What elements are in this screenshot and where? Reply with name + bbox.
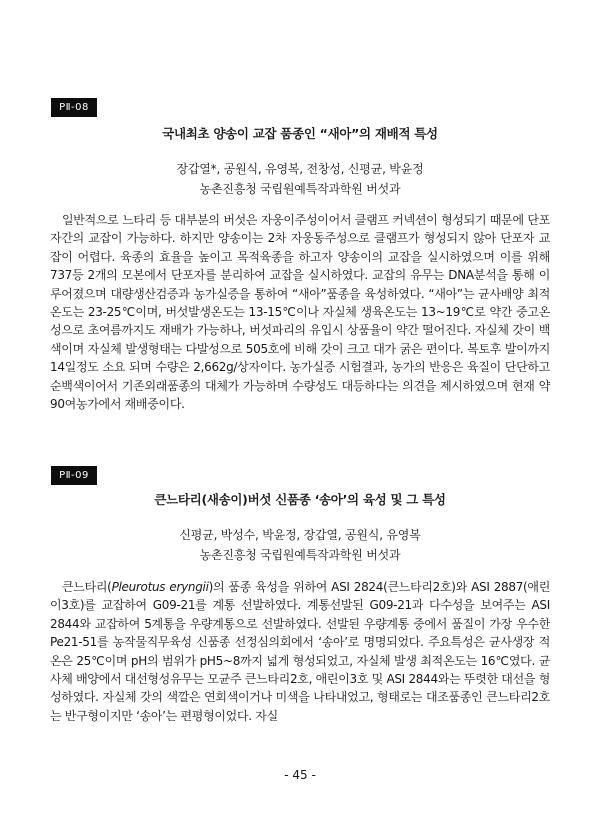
section-badge-2: PⅡ-09 [51,466,97,485]
paper-title-2: 큰느타리(새송이)버섯 신품종 ‘송아’의 육성 및 그 특성 [154,492,446,507]
page-number: - 45 - [284,768,316,782]
authors-2: 신평균, 박성수, 박윤정, 장갑열, 공원식, 유영복 [179,528,421,542]
abstract-text-2-post: )의 품종 육성을 위하여 ASI 2824(큰느타리2호)와 ASI 2887(애린이3호)를 교잡하여 G09-21를 계통 선발하였다. 계통선발된 G09-21과 다수성을 보여주는 ASI 2844와 교잡하여 5계통을 우량계통으로 선발하였다. 선발된 우량계통 중에서 품질이 가장 우수한 Pe21-51를 농작물직무육성 신품종 선정심의회에서 ‘송아’로 명명되었다. 주요특성은 균사생장 적온은 25℃이며 pH의 범위가 pH5~8까지 넓게 형성되었고, 자실체 발생 최적온도는 16℃였다. 균사체 배양에서 대선형성유무는 모균주 큰느타리2호, 애린이3호 및 ASI 2844와는 뚜렷한 대선을 형성하였다. 자실체 갓의 색깔은 연회색이거나 미색을 나타내었고, 형태로는 대조품종인 큰느타리2호는 반구형이지만 ‘송아’는 편평형이었다. 자실 [50,580,550,723]
affiliation-2: 농촌진흥청 국립원예특작과학원 버섯과 [199,548,401,562]
paper-title-1: 국내최초 양송이 교잡 품종인 “새아”의 재배적 특성 [162,126,438,141]
section-badge-1: PⅡ-08 [51,98,97,117]
abstract-body-2 [50,578,550,725]
abstract-text-2 [50,578,550,725]
abstract-text-1: 일반적으로 느타리 등 대부분의 버섯은 자웅이주성이어서 클램프 커넥션이 형성되기 때문에 단포자간의 교잡이 가능하다. 하지만 양송이는 2차 자웅동주성으로 클램프가 형성되지 않아 단포자 교잡이 어렵다. 육종의 효율을 높이고 목적육종을 하고자 양송이의 교잡을 실시하였으며 이를 위해 737등 2개의 모본에서 단포자를 분리하여 교잡을 실시하였다. 교잡의 유무는 DNA분석을 통해 이루어졌으며 대량생산검증과 농가실증을 통하여 “새아”품종을 육성하였다. “새아”는 균사배양 최적온도는 23-25℃이며, 버섯발생온도는 13-15℃이나 자실체 생육온도는 13~19℃로 약간 중고온성으로 초여름까지도 재배가 가능하나, 버섯파리의 유입시 상품율이 약간 떨어진다. 자실체 갓이 백색이며 자실체 발생형태는 다발성으로 505호에 비해 갓이 크고 대가 굵은 편이다. 복토후 발이까지 14일정도 소요 되며 수량은 2,662g/상자이다. 농가실증 시험결과, 농가의 반응은 육질이 단단하고 순백색이어서 기존외래품종의 대체가 가능하며 수량성도 대등하다는 의견을 제시하였으며 현재 약 90여농가에서 재배중이다. [50,213,550,412]
abstract-body-1 [50,211,550,413]
abstract-text-2-pre: 큰느타리( [62,580,112,594]
species-name: Pleurotus eryngii [111,580,209,594]
authors-1: 장갑열*, 공원식, 유영복, 전창성, 신평균, 박윤정 [176,162,424,176]
affiliation-1: 농촌진흥청 국립원예특작과학원 버섯과 [199,182,401,196]
